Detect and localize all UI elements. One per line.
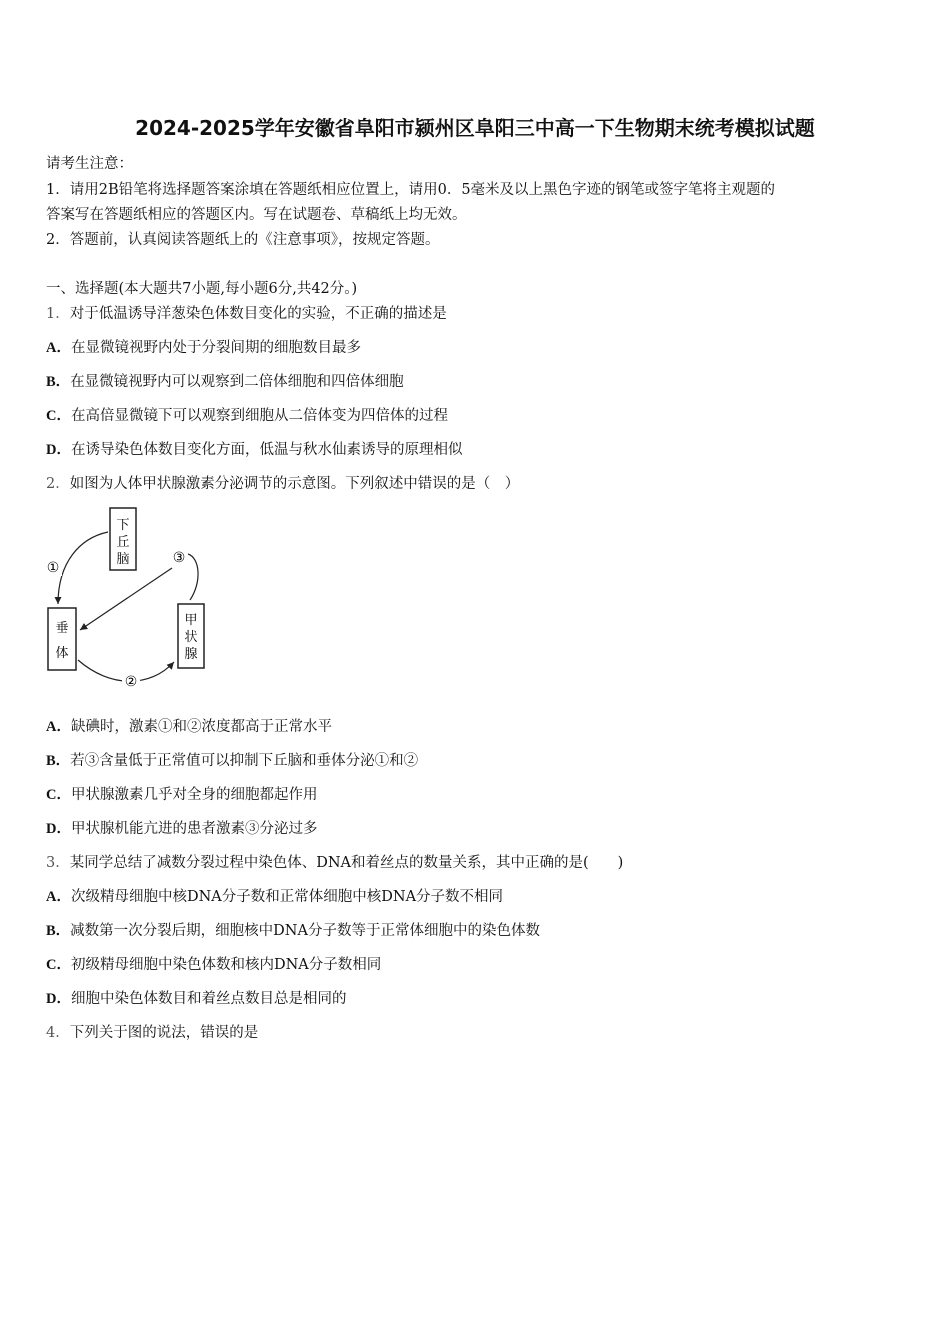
option-text: 甲状腺激素几乎对全身的细胞都起作用 <box>70 787 318 803</box>
option-text: 在显微镜视野内处于分裂间期的细胞数目最多 <box>70 340 361 356</box>
option-text: 初级精母细胞中染色体数和核内DNA分子数相同 <box>70 957 382 973</box>
option-text: 减数第一次分裂后期，细胞核中DNA分子数等于正常体细胞中的染色体数 <box>70 923 540 939</box>
option-text: 若③含量低于正常值可以抑制下丘脑和垂体分泌①和② <box>70 753 419 769</box>
option-label: D． <box>46 821 71 837</box>
option-text: 次级精母细胞中核DNA分子数和正常体细胞中核DNA分子数不相同 <box>70 889 504 905</box>
notice-item-1-cont: 答案写在答题纸相应的答题区内。写在试题卷、草稿纸上均无效。 <box>46 207 467 223</box>
arrow-thyroid-feedback-to-pituitary <box>80 568 172 630</box>
option-1b <box>46 370 404 391</box>
thyroid-char-3: 腺 <box>184 647 198 662</box>
question-number: 3． <box>46 855 70 871</box>
question-stem: 如图为人体甲状腺激素分泌调节的示意图。下列叙述中错误的是（ ） <box>69 476 520 492</box>
hormone-regulation-diagram <box>40 502 220 698</box>
option-label: C． <box>46 787 71 803</box>
option-2b <box>46 749 418 770</box>
notice-item-1: 1．请用2B铅笔将选择题答案涂填在答题纸相应位置上，请用0．5毫米及以上黑色字迹的钢笔或签字笔将主观题的 <box>46 182 776 198</box>
option-3d <box>46 987 346 1008</box>
page-title: 2024-2025学年安徽省阜阳市颍州区阜阳三中高一下生物期末统考模拟试题 <box>135 116 815 140</box>
option-text: 缺碘时，激素①和②浓度都高于正常水平 <box>70 719 332 735</box>
label-hormone-1: ① <box>46 560 60 576</box>
hypothalamus-char-2: 丘 <box>116 535 130 550</box>
hypothalamus-char-1: 下 <box>116 518 130 533</box>
option-label: A． <box>46 889 71 905</box>
option-label: B． <box>46 753 71 769</box>
option-text: 细胞中染色体数目和着丝点数目总是相同的 <box>70 991 347 1007</box>
option-text: 在诱导染色体数目变化方面，低温与秋水仙素诱导的原理相似 <box>70 442 463 458</box>
option-text: 甲状腺机能亢进的患者激素③分泌过多 <box>70 821 318 837</box>
option-text: 在高倍显微镜下可以观察到细胞从二倍体变为四倍体的过程 <box>70 408 448 424</box>
question-3 <box>46 851 623 872</box>
hypothalamus-char-3: 脑 <box>116 552 130 567</box>
option-3c <box>46 953 381 974</box>
thyroid-char-2: 状 <box>184 630 198 645</box>
question-stem: 某同学总结了减数分裂过程中染色体、DNA和着丝点的数量关系，其中正确的是( ) <box>69 855 624 871</box>
notice-item-2: 2．答题前，认真阅读答题纸上的《注意事项》，按规定答题。 <box>46 232 440 248</box>
pituitary-char-1: 垂 <box>55 621 69 636</box>
question-number: 4． <box>46 1025 70 1041</box>
option-2a <box>46 715 332 736</box>
option-label: C． <box>46 957 71 973</box>
option-2d <box>46 817 317 838</box>
option-label: B． <box>46 374 71 390</box>
question-2 <box>46 472 519 493</box>
label-hormone-2: ② <box>124 674 138 690</box>
option-3a <box>46 885 503 906</box>
option-label: B． <box>46 923 71 939</box>
label-hormone-3: ③ <box>172 550 186 566</box>
question-number: 1． <box>46 306 70 322</box>
question-stem: 对于低温诱导洋葱染色体数目变化的实验，不正确的描述是 <box>69 306 447 322</box>
option-text: 在显微镜视野内可以观察到二倍体细胞和四倍体细胞 <box>70 374 404 390</box>
option-1a <box>46 336 361 357</box>
notice-heading: 请考生注意： <box>46 156 133 172</box>
option-label: A． <box>46 340 71 356</box>
question-stem: 下列关于图的说法，错误的是 <box>69 1025 259 1041</box>
question-1 <box>46 302 447 323</box>
pituitary-char-2: 体 <box>55 646 69 661</box>
question-4 <box>46 1021 258 1042</box>
option-label: D． <box>46 991 71 1007</box>
option-3b <box>46 919 540 940</box>
option-label: C． <box>46 408 71 424</box>
section-heading: 一、选择题(本大题共7小题,每小题6分,共42分。) <box>46 281 358 297</box>
option-label: A． <box>46 719 71 735</box>
arrow-hypothalamus-to-pituitary <box>58 532 108 604</box>
option-1d <box>46 438 462 459</box>
thyroid-char-1: 甲 <box>184 613 198 628</box>
question-number: 2． <box>46 476 70 492</box>
arrow-thyroid-to-hypothalamus <box>188 554 198 600</box>
option-2c <box>46 783 317 804</box>
option-1c <box>46 404 448 425</box>
option-label: D． <box>46 442 71 458</box>
